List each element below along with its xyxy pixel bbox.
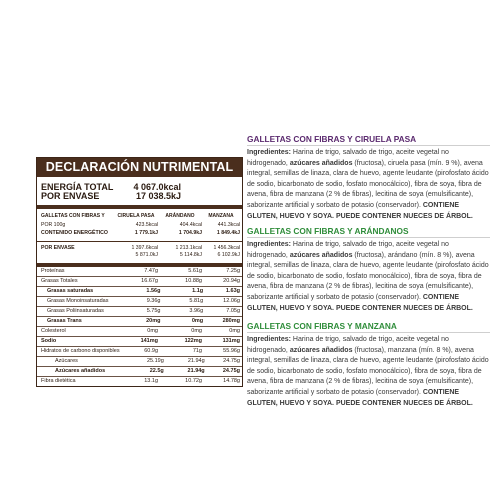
- row-value: 7.25g: [226, 268, 240, 274]
- row-value: 71g: [192, 348, 202, 354]
- column-header-arandano: ARÁNDANO: [165, 213, 195, 219]
- row-value: 7.05g: [226, 308, 240, 314]
- row-value: 1.1g: [192, 288, 204, 294]
- row-label: POR 100g: [41, 222, 66, 228]
- ingredients-bold-a: azúcares añadidos: [289, 251, 353, 259]
- ingredients-manzana: [247, 321, 490, 409]
- ingredients-lead: Ingredientes:: [247, 241, 291, 248]
- ingredients-title: GALLETAS CON FIBRAS Y ARÁNDANOS: [247, 226, 409, 236]
- row-value: 5.61g: [188, 268, 202, 274]
- row-value: 7.47g: [144, 268, 158, 274]
- row-value: 1 456.3kcal: [213, 245, 240, 251]
- row-value: 280mg: [222, 318, 240, 324]
- ingredients-text: [247, 335, 490, 409]
- per-envase-label: POR ENVASE: [41, 191, 100, 201]
- row-value: 1 213.1kcal: [175, 245, 202, 251]
- row-value: 1 704.9kJ: [178, 230, 202, 236]
- ingredients-lead: Ingredientes:: [247, 336, 291, 343]
- row-value: 16.67g: [141, 278, 158, 284]
- energy-total-label: ENERGÍA TOTAL: [41, 182, 114, 192]
- row-value: 1 397.6kcal: [131, 245, 158, 251]
- row-value: 1 779.1kJ: [134, 230, 158, 236]
- row-value: 1.56g: [146, 288, 161, 294]
- column-header-row: [37, 209, 242, 221]
- ingredients-text-a: Harina de trigo, salvado de trigo, aceite vegetal no hidrogenado,: [247, 336, 449, 354]
- row-value: 12.06g: [223, 298, 240, 304]
- row-value: 22.5g: [149, 368, 164, 374]
- row-value: 9.36g: [146, 298, 161, 304]
- nutrient-row-grasas-poli: [37, 307, 242, 317]
- row-label: Sodio: [41, 338, 57, 344]
- row-value: 20.94g: [223, 278, 240, 284]
- row-value: 24.75g: [222, 368, 240, 374]
- row-value: 14.78g: [223, 378, 240, 384]
- nutrient-row-azucares: [37, 357, 242, 367]
- ingredients-text-b: (fructosa), arándano (mín. 8 %), avena integral, semillas de linaza, clara de huevo, agente leudante (pirofosfato ácido de sodio, bicarbonato de sodio, fosfato monocálcico), fibra de soya, fibra de avena, fibra de manzana (2 % de fibras), lecitina de soya (emulsificante), saborizante artificial y sorbato de potasio (conservador).: [247, 251, 489, 301]
- row-label: Grasas Poliinsaturadas: [47, 308, 104, 314]
- row-value: 5 871.0kJ: [135, 252, 158, 258]
- ingredients-title: GALLETAS CON FIBRAS Y MANZANA: [247, 321, 397, 331]
- row-label: CONTENIDO ENERGÉTICO: [41, 230, 108, 236]
- row-label-empty: [39, 252, 114, 258]
- nutrient-row-fibra: [37, 377, 242, 386]
- column-header-ciruela: CIRUELA PASA: [117, 213, 155, 219]
- row-value: 141mg: [140, 338, 158, 344]
- row-value: 404.4kcal: [179, 222, 202, 228]
- row-label: Grasas Trans: [47, 318, 82, 324]
- ingredients-text-b: (fructosa), ciruela pasa (mín. 9 %), avena integral, semillas de linaza, clara de huevo, agente leudante (pirofosfato ácido de sodio, bicarbonato de sodio, fosfato monocálcico), fibra de soya, fibra de avena, fibra de manzana (2 % de fibras), lecitina de soya (emulsificante), saborizante artificial y sorbato de potasio (conservador).: [247, 159, 489, 209]
- row-label: Grasas Monoinsaturadas: [47, 298, 109, 304]
- row-value: 131mg: [222, 338, 240, 344]
- ingredients-lead: Ingredientes:: [247, 149, 291, 156]
- ingredients-text: [247, 148, 490, 222]
- row-label: Fibra dietética: [41, 378, 76, 384]
- nutrient-row-proteinas: [37, 267, 242, 277]
- row-value: 5.81g: [189, 298, 204, 304]
- row-value: 5 114.8kJ: [179, 252, 202, 258]
- column-header-product: GALLETAS CON FIBRAS Y: [41, 213, 105, 219]
- row-value: 0mg: [147, 328, 158, 334]
- ingredients-bold-a: azúcares añadidos: [289, 159, 353, 167]
- row-value: 55.96g: [223, 348, 240, 354]
- envase-kj-row: [37, 252, 242, 261]
- row-label: Grasas saturadas: [47, 288, 94, 294]
- row-label: Azúcares: [55, 358, 78, 364]
- per-envase-row: [37, 192, 242, 201]
- row-value: 24.75g: [223, 358, 240, 364]
- nutrient-row-azucares-anadidos: [37, 367, 242, 377]
- row-value: 441.3kcal: [217, 222, 240, 228]
- ingredients-title: GALLETAS CON FIBRAS Y CIRUELA PASA: [247, 134, 417, 144]
- row-value: 1 849.4kJ: [216, 230, 240, 236]
- row-value: 10.72g: [185, 378, 202, 384]
- ingredients-text: [247, 240, 490, 314]
- nutrient-row-grasas-saturadas: [37, 287, 242, 297]
- row-label: POR ENVASE: [41, 245, 75, 251]
- nutrient-row-grasas-totales: [37, 277, 242, 287]
- allergen-warning: CONTIENE GLUTEN, HUEVO Y SOYA. PUEDE CONTENER NUECES DE ÁRBOL.: [247, 388, 473, 407]
- ingredients-ciruela: [247, 134, 490, 222]
- column-header-manzana: MANZANA: [208, 213, 234, 219]
- ingredients-arandanos: [247, 226, 490, 314]
- row-value: 6 102.9kJ: [217, 252, 240, 258]
- nutrient-row-grasas-trans: [37, 317, 242, 327]
- row-value: 423.5kcal: [135, 222, 158, 228]
- row-value: 5.75g: [146, 308, 161, 314]
- ingredients-text-b: (fructosa), manzana (mín. 8 %), avena integral, semillas de linaza, clara de huevo, agente leudante (pirofosfato ácido de sodio, bicarbonato de sodio, fosfato monocálcico), fibra de soya, fibra de avena, fibra de manzana (2 % de fibras), lecitina de soya (emulsificante), saborizante artificial y sorbato de potasio (conservador).: [247, 346, 489, 396]
- row-value: 3.96g: [189, 308, 204, 314]
- row-value: 21.94g: [187, 368, 205, 374]
- row-label: Colesterol: [41, 328, 66, 334]
- nutrient-row-colesterol: [37, 327, 242, 337]
- row-label: Hidratos de carbono disponibles: [41, 348, 120, 354]
- ingredients-bold-a: azúcares añadidos: [289, 346, 353, 354]
- ingredients-text-a: Harina de trigo, salvado de trigo, aceite vegetal no hidrogenado,: [247, 241, 449, 259]
- envase-kcal-row: [37, 242, 242, 252]
- row-value: 0mg: [191, 328, 202, 334]
- row-value: 10.88g: [185, 278, 202, 284]
- nutrient-row-sodio: [37, 337, 242, 347]
- row-value: 0mg: [229, 328, 240, 334]
- row-label: Azúcares añadidos: [55, 368, 106, 374]
- nutrition-panel: [36, 157, 243, 387]
- row-value: 0mg: [191, 318, 204, 324]
- nutrient-row-grasas-mono: [37, 297, 242, 307]
- divider: [247, 237, 490, 238]
- allergen-warning: CONTIENE GLUTEN, HUEVO Y SOYA. PUEDE CONTENER NUECES DE ÁRBOL.: [247, 201, 473, 220]
- divider: [247, 332, 490, 333]
- por100g-row: [37, 221, 242, 229]
- row-value: 25.19g: [146, 358, 164, 364]
- row-value: 122mg: [184, 338, 202, 344]
- row-label: Grasas Totales: [41, 278, 78, 284]
- divider: [247, 145, 490, 146]
- contenido-energetico-row: [37, 229, 242, 237]
- allergen-warning: CONTIENE GLUTEN, HUEVO Y SOYA. PUEDE CONTENER NUECES DE ÁRBOL.: [247, 293, 473, 312]
- row-label: Proteínas: [41, 268, 65, 274]
- row-value: 21.94g: [187, 358, 205, 364]
- energy-total-value: 4 067.0kcal: [133, 182, 181, 192]
- panel-title: DECLARACIÓN NUTRIMENTAL: [37, 158, 242, 177]
- row-value: 1.63g: [225, 288, 240, 294]
- row-value: 13.1g: [144, 378, 158, 384]
- row-value: 20mg: [146, 318, 161, 324]
- per-envase-value: 17 038.5kJ: [135, 191, 181, 201]
- ingredients-text-a: Harina de trigo, salvado de trigo, aceite vegetal no hidrogenado,: [247, 149, 449, 167]
- nutrient-row-hidratos: [37, 347, 242, 357]
- row-value: 60.9g: [144, 348, 158, 354]
